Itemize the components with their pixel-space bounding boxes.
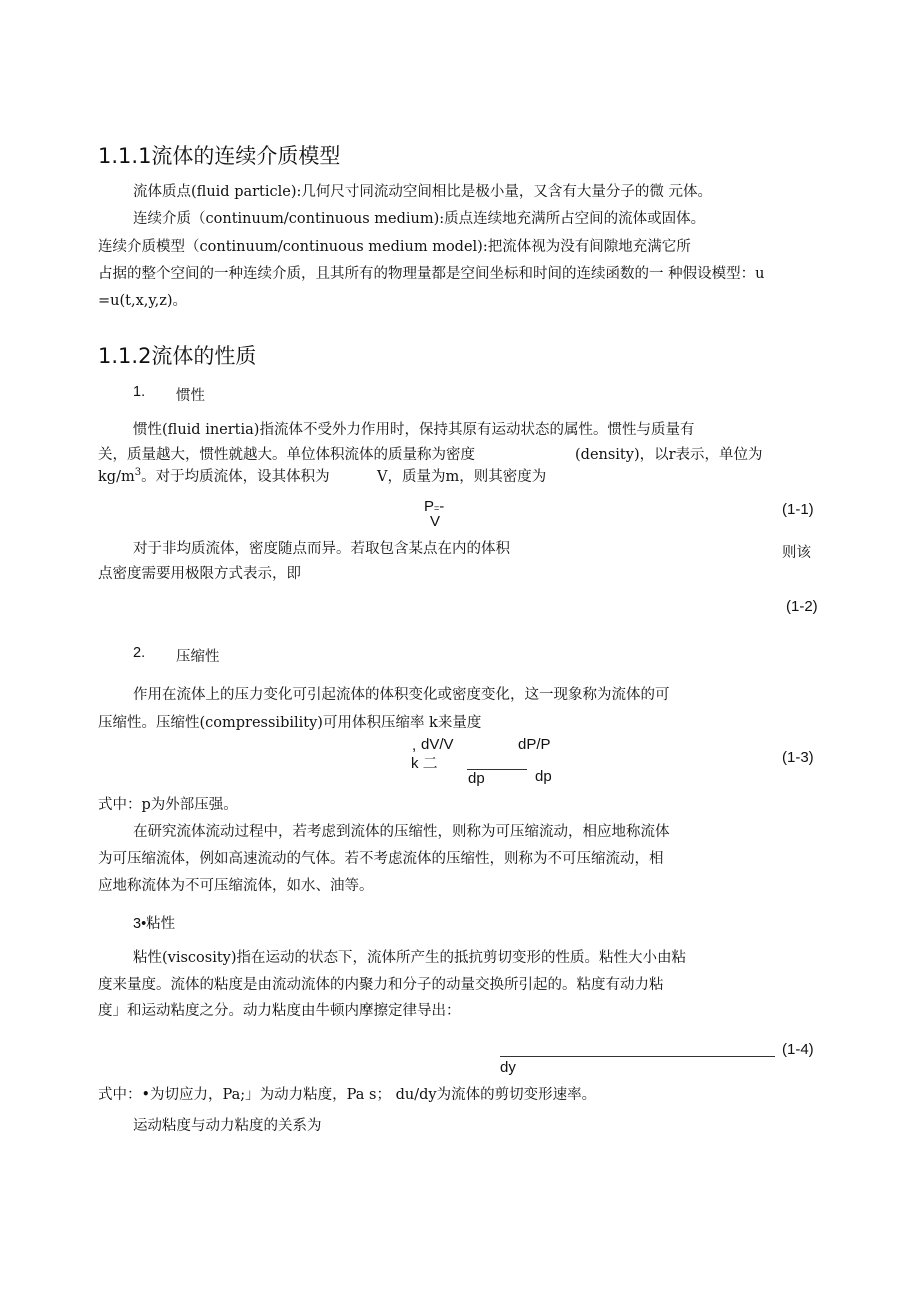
inertia-line2a: 关，质量越大，惯性就越大。单位体积流体的质量称为密度 bbox=[98, 447, 475, 463]
compressibility-para-line3: 应地称流体为不可压缩流体，如水、油等。 bbox=[98, 878, 374, 894]
inertia-line3b: V，质量为m，则其密度为 bbox=[377, 469, 547, 485]
viscosity-line2: 度来量度。流体的粘度是由流动流体的内聚力和分子的动量交换所引起的。粘度有动力粘 bbox=[98, 977, 664, 993]
item-title-viscosity: 3•粘性 bbox=[133, 916, 176, 932]
compressibility-line2: 压缩性。压缩性(compressibility)可用体积压缩率 k来量度 bbox=[98, 715, 482, 731]
eq3-k: k 二 bbox=[411, 755, 438, 772]
eq1-equals: = bbox=[434, 503, 440, 513]
viscosity-last-line: 运动粘度与动力粘度的关系为 bbox=[133, 1118, 322, 1134]
item-number-1: 1. bbox=[133, 384, 146, 400]
unit-exponent: 3 bbox=[134, 467, 142, 479]
eq4-denominator: dy bbox=[500, 1059, 516, 1076]
inertia-line3-unit bbox=[98, 465, 330, 486]
eq4-label: (1-4) bbox=[782, 1041, 814, 1058]
compressibility-para-line1: 在研究流体流动过程中，若考虑到流体的压缩性，则称为可压缩流动，相应地称流体 bbox=[133, 824, 670, 840]
paragraph-continuum-model-line3: =u(t,x,y,z)。 bbox=[98, 293, 188, 309]
section-heading-continuum: 1.1.1流体的连续介质模型 bbox=[98, 144, 341, 168]
nonuniform-line1: 对于非均质流体，密度随点而异。若取包含某点在内的体积 bbox=[133, 541, 510, 557]
unit-kg-m: kg/m bbox=[98, 469, 135, 485]
inertia-line3a: 。对于均质流体，设其体积为 bbox=[141, 469, 330, 485]
eq4-fraction-bar bbox=[500, 1056, 775, 1057]
inertia-line1: 惯性(fluid inertia)指流体不受外力作用时，保持其原有运动状态的属性。惯性与质量有 bbox=[133, 422, 695, 438]
viscosity-line3: 度」和运动粘度之分。动力粘度由牛顿内摩擦定律导出： bbox=[98, 1003, 461, 1019]
eq3-dvv: dV/V bbox=[421, 736, 454, 753]
paragraph-continuum-model-line1: 连续介质模型（continuum/continuous medium model):把流体视为没有间隙地充满它所 bbox=[98, 239, 691, 255]
eq1-denominator: V bbox=[430, 513, 441, 530]
eq3-comma: , bbox=[412, 737, 417, 754]
item-title-compressibility: 压缩性 bbox=[176, 649, 220, 665]
item-title-inertia: 惯性 bbox=[176, 388, 205, 404]
inertia-line2b: (density)，以r表示，单位为 bbox=[575, 447, 763, 463]
eq1-label: (1-1) bbox=[782, 501, 814, 518]
compressibility-line1: 作用在流体上的压力变化可引起流体的体积变化或密度变化，这一现象称为流体的可 bbox=[133, 687, 670, 703]
compressibility-para-line2: 为可压缩流体，例如高速流动的气体。若不考虑流体的压缩性，则称为不可压缩流动，相 bbox=[98, 851, 664, 867]
eq1-p: P bbox=[424, 498, 435, 515]
viscosity-note: 式中：•为切应力，Pa;」为动力粘度，Pa s； du/dy为流体的剪切变形速率。 bbox=[98, 1087, 597, 1103]
viscosity-line1: 粘性(viscosity)指在运动的状态下，流体所产生的抵抗剪切变形的性质。粘性大小由粘 bbox=[133, 950, 687, 966]
paragraph-continuum-model-line2: 占据的整个空间的一种连续介质，且其所有的物理量都是空间坐标和时间的连续函数的一 种假设模型：u bbox=[98, 266, 765, 282]
eq2-label: (1-2) bbox=[786, 598, 818, 615]
item-number-2: 2. bbox=[133, 645, 146, 661]
eq1-dash: - bbox=[439, 498, 445, 515]
eq3-label: (1-3) bbox=[782, 749, 814, 766]
nonuniform-line1-end: 则该 bbox=[782, 545, 811, 561]
eq3-dpp: dP/P bbox=[518, 736, 551, 753]
section-heading-properties: 1.1.2流体的性质 bbox=[98, 344, 257, 368]
nonuniform-line2: 点密度需要用极限方式表示，即 bbox=[98, 566, 301, 582]
paragraph-continuum: 连续介质（continuum/continuous medium):质点连续地充满所占空间的流体或固体。 bbox=[133, 211, 706, 227]
eq3-dp-left: dp bbox=[468, 770, 485, 787]
paragraph-fluid-particle: 流体质点(fluid particle):几何尺寸同流动空间相比是极小量，又含有大量分子的微 元体。 bbox=[133, 184, 713, 200]
eq3-dp-right: dp bbox=[535, 768, 552, 785]
compressibility-note: 式中：p为外部压强。 bbox=[98, 797, 238, 813]
